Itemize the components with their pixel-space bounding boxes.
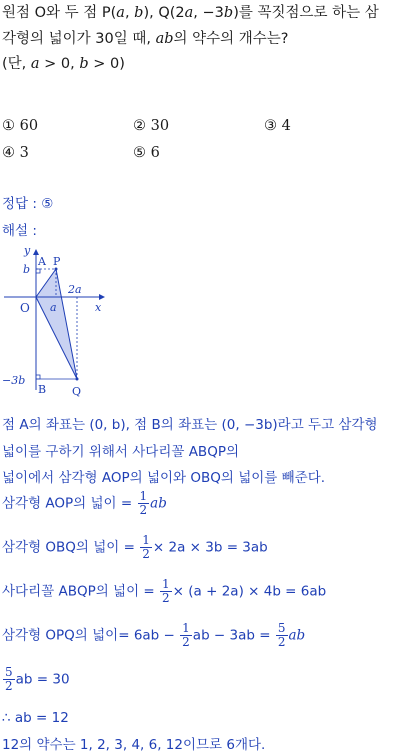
solution-line-8: $\frac{5}{2}$ ab = 30 bbox=[5, 665, 70, 693]
tick-b-label: b bbox=[23, 263, 31, 276]
solution-line-4: 삼각형 AOP의 넓이 = $\frac{1}{2}$ ab bbox=[2, 489, 167, 517]
answer-label: 정답 : ⑤ bbox=[2, 196, 54, 212]
x-axis-label: x bbox=[95, 301, 102, 314]
explanation-label: 해설 : bbox=[2, 223, 37, 239]
choice-5[interactable]: ⑤ 6 bbox=[133, 145, 160, 161]
choice-2[interactable]: ② 30 bbox=[133, 118, 170, 134]
point-q-label: Q bbox=[72, 385, 82, 398]
point-p-label: P bbox=[53, 255, 61, 268]
point-a-label: A bbox=[38, 255, 46, 268]
solution-line-2: 넓이를 구하기 위해서 사다리꼴 ABQP의 bbox=[2, 444, 240, 460]
solution-line-9: ∴ ab = 12 bbox=[2, 710, 69, 726]
problem-line-1: 원점 O와 두 점 P(a, b), Q(2a, −3b)를 꼭짓점으로 하는 삼 bbox=[2, 5, 379, 21]
point-b-label: B bbox=[38, 383, 47, 396]
coordinate-diagram bbox=[0, 240, 130, 405]
choice-1[interactable]: ① 60 bbox=[2, 118, 39, 134]
solution-line-1: 점 A의 좌표는 (0, b), 점 B의 좌표는 (0, −3b)라고 두고 삼각형 bbox=[2, 417, 378, 433]
problem-line-2: 각형의 넓이가 30일 때, ab의 약수의 개수는? bbox=[2, 31, 289, 47]
tick-minus3b-label: −3b bbox=[2, 374, 26, 387]
solution-line-6: 사다리꼴 ABQP의 넓이 = $\frac{1}{2}$ × (a + 2a) × 4b = 6ab bbox=[2, 577, 327, 605]
solution-line-3: 넓이에서 삼각형 AOP의 넓이와 OBQ의 넓이를 빼준다. bbox=[2, 470, 326, 486]
solution-line-10: 12의 약수는 1, 2, 3, 4, 6, 12이므로 6개다. bbox=[2, 737, 266, 753]
choice-4[interactable]: ④ 3 bbox=[2, 145, 29, 161]
choice-3[interactable]: ③ 4 bbox=[264, 118, 291, 134]
origin-label: O bbox=[20, 301, 30, 315]
tick-2a-label: 2a bbox=[68, 283, 82, 296]
y-axis-label: y bbox=[24, 244, 31, 257]
problem-line-3: (단, a > 0, b > 0) bbox=[2, 56, 125, 72]
solution-line-5: 삼각형 OBQ의 넓이 = $\frac{1}{2}$ × 2a × 3b = 3ab bbox=[2, 533, 268, 561]
tick-a-label: a bbox=[50, 301, 57, 314]
solution-line-7: 삼각형 OPQ의 넓이= 6ab − $\frac{1}{2}$ ab − 3ab = $\frac{5}{2}$ ab bbox=[2, 621, 306, 649]
